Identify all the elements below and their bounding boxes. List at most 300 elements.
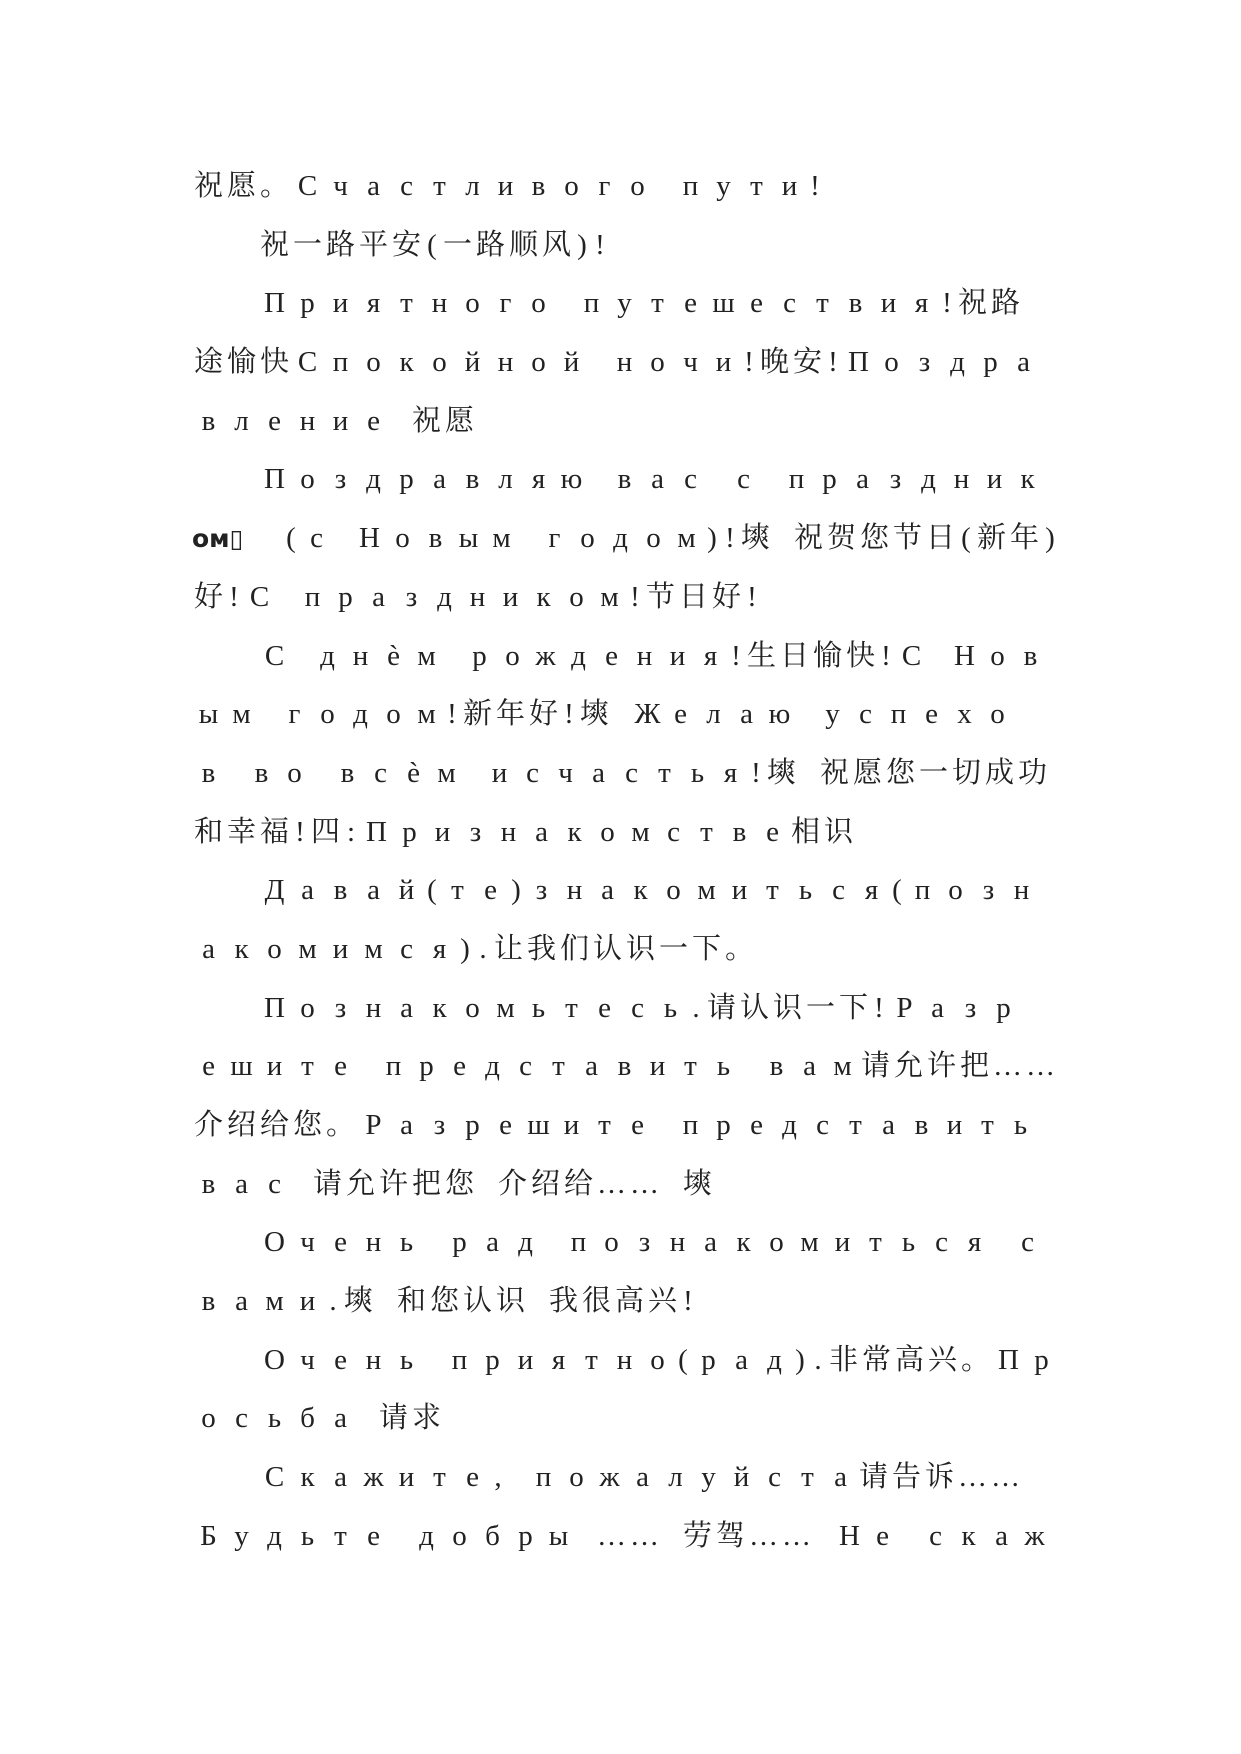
glyph-cell: ь <box>399 1226 414 1259</box>
glyph-cell: о <box>948 874 963 907</box>
glyph-cell: а <box>400 991 413 1024</box>
glyph-cell: 求 <box>411 1402 441 1435</box>
glyph-cell: 福 <box>259 815 289 848</box>
glyph-cell: 常 <box>861 1343 891 1376</box>
glyph-cell: п <box>682 1109 699 1141</box>
text-line <box>192 333 1092 392</box>
paragraph <box>192 627 1092 862</box>
glyph-cell: о <box>630 170 645 202</box>
glyph-cell: т <box>816 287 829 320</box>
glyph-cell: и <box>669 639 686 672</box>
glyph-cell: с <box>631 991 644 1024</box>
glyph-cell: п <box>332 346 349 379</box>
glyph-cell: м <box>697 874 716 907</box>
glyph-cell: 高 <box>894 1343 924 1376</box>
glyph-cell: к <box>300 1461 315 1494</box>
text-line <box>192 1507 1092 1566</box>
glyph-cell: я <box>967 1226 982 1259</box>
glyph-cell: д <box>613 522 628 555</box>
glyph-cell: 和 <box>193 815 223 848</box>
glyph-cell: 好 <box>528 698 558 731</box>
glyph-cell: м <box>298 932 317 965</box>
glyph-cell: н <box>431 287 448 320</box>
glyph-cell: 允 <box>345 1167 375 1200</box>
glyph-cell: т <box>658 756 671 789</box>
glyph-cell: о <box>201 1402 216 1435</box>
glyph-cell: р <box>402 815 417 848</box>
glyph-cell: 年 <box>495 698 525 731</box>
glyph-cell: е <box>484 874 497 907</box>
glyph-cell: а <box>601 874 614 907</box>
glyph-cell: р <box>983 346 998 379</box>
glyph-cell: л <box>706 698 721 731</box>
glyph-cell: п <box>304 580 321 613</box>
glyph-cell: с <box>737 463 750 496</box>
glyph-cell: с <box>935 1226 948 1259</box>
glyph-cell: О <box>264 1226 285 1259</box>
glyph-cell: м <box>437 756 456 789</box>
glyph-cell: ш <box>712 287 735 320</box>
glyph-cell: о <box>452 1519 467 1552</box>
glyph-cell: в <box>769 1050 784 1083</box>
glyph-cell: 快 <box>259 346 289 379</box>
glyph-cell: и <box>299 1285 316 1318</box>
glyph-cell: о <box>580 522 595 555</box>
glyph-cell: я <box>864 874 879 907</box>
glyph-cell: а <box>334 1461 347 1494</box>
glyph-cell: м <box>265 1285 284 1318</box>
glyph-cell: е <box>367 404 380 437</box>
glyph-cell: а <box>535 815 548 848</box>
text-line <box>192 627 1092 686</box>
glyph-cell: з <box>982 874 995 907</box>
glyph-cell: 愉 <box>812 639 842 672</box>
text-line <box>192 1037 1092 1096</box>
glyph-cell: о <box>650 346 665 379</box>
glyph-cell: а <box>636 1461 649 1494</box>
glyph-cell: 您 <box>859 522 889 555</box>
glyph-cell: и <box>398 1461 415 1494</box>
glyph-cell: 风 <box>541 228 571 261</box>
glyph-cell: 许 <box>926 1050 956 1083</box>
glyph-cell: с <box>832 874 845 907</box>
glyph-cell: 请 <box>378 1402 408 1435</box>
glyph-cell: й <box>733 1461 750 1494</box>
paragraph <box>192 450 1092 626</box>
glyph-cell: 新 <box>462 698 492 731</box>
glyph-cell: 兴 <box>927 1343 957 1376</box>
glyph-cell: ь <box>1013 1109 1028 1141</box>
glyph-cell: о <box>569 580 584 613</box>
glyph-cell: с <box>235 1402 248 1435</box>
text-line <box>192 450 1092 509</box>
glyph-cell: 一 <box>292 228 322 261</box>
glyph-cell: т <box>451 874 464 907</box>
text-line <box>192 274 1092 333</box>
glyph-cell: 绍 <box>530 1167 560 1200</box>
glyph-cell: ж <box>599 1461 620 1494</box>
glyph-cell: п <box>682 170 699 202</box>
glyph-cell: н <box>469 580 486 613</box>
glyph-cell: о <box>320 698 335 731</box>
glyph-cell: ч <box>333 170 348 202</box>
glyph-cell: р <box>452 1226 467 1259</box>
glyph-cell: т <box>700 815 713 848</box>
glyph-cell: 功 <box>1017 756 1047 789</box>
glyph-cell: 很 <box>581 1285 611 1318</box>
glyph-cell: 愉 <box>226 346 256 379</box>
glyph-cell: з <box>334 463 347 496</box>
text-line <box>192 509 1092 568</box>
glyph-cell: с <box>400 932 413 965</box>
glyph-cell: ч <box>683 346 698 379</box>
glyph-cell: н <box>953 463 970 496</box>
glyph-cell: ! <box>881 639 891 672</box>
glyph-cell: н <box>616 1343 633 1376</box>
glyph-cell: е <box>631 1109 644 1141</box>
glyph-cell: ь <box>531 991 546 1024</box>
glyph-cell: с <box>667 815 680 848</box>
glyph-cell: я <box>551 1343 566 1376</box>
glyph-cell: п <box>385 1050 402 1083</box>
glyph-cell: 您 <box>292 1109 322 1141</box>
glyph-cell: я <box>366 287 381 320</box>
glyph-cell: д <box>267 1519 282 1552</box>
glyph-cell: р <box>419 1050 434 1083</box>
glyph-cell: 年 <box>1009 522 1039 555</box>
glyph-cell: о <box>300 463 315 496</box>
glyph-cell: О <box>264 1343 285 1376</box>
glyph-cell: я <box>723 756 738 789</box>
glyph-cell: о <box>564 170 579 202</box>
glyph-cell: о <box>569 1461 584 1494</box>
glyph-cell: … <box>782 1519 811 1552</box>
glyph-cell: я <box>432 932 447 965</box>
glyph-cell: о <box>300 991 315 1024</box>
glyph-cell: 塽 <box>766 756 796 789</box>
glyph-cell: т <box>433 1461 446 1494</box>
glyph-cell: 一 <box>658 932 688 965</box>
glyph-cell: 您 <box>444 1167 474 1200</box>
glyph-cell: 劳 <box>682 1519 712 1552</box>
glyph-cell: д <box>571 639 586 672</box>
glyph-cell: ! <box>564 698 574 731</box>
glyph-cell: н <box>1013 874 1030 907</box>
glyph-cell: Б <box>200 1519 217 1552</box>
glyph-cell: а <box>882 1109 895 1141</box>
glyph-cell: 请 <box>312 1167 342 1200</box>
glyph-cell: … <box>958 1461 987 1494</box>
glyph-cell: 新 <box>976 522 1006 555</box>
glyph-cell: т <box>981 1109 994 1141</box>
glyph-cell: а <box>651 463 664 496</box>
glyph-cell: 好 <box>711 580 741 613</box>
glyph-cell: ! <box>630 580 640 613</box>
glyph-cell: м <box>232 698 251 731</box>
glyph-cell: д <box>518 1226 533 1259</box>
glyph-cell: е <box>876 1519 889 1552</box>
glyph-cell: м <box>631 815 650 848</box>
glyph-cell: 我 <box>526 932 556 965</box>
glyph-cell: с <box>783 287 796 320</box>
glyph-cell: … <box>630 1519 659 1552</box>
glyph-cell: о <box>650 1343 665 1376</box>
glyph-cell: т <box>565 991 578 1024</box>
glyph-cell: ) <box>707 522 717 555</box>
glyph-cell: о <box>465 287 480 320</box>
glyph-cell: ! <box>295 815 305 848</box>
glyph-cell: л <box>498 463 513 496</box>
glyph-cell: е <box>334 1050 347 1083</box>
glyph-cell: д <box>921 463 936 496</box>
text-line <box>192 1213 1092 1272</box>
glyph-cell: т <box>849 1109 862 1141</box>
glyph-cell: и <box>880 287 897 320</box>
glyph-cell: в <box>465 463 480 496</box>
glyph-cell: о <box>600 815 615 848</box>
text-line <box>192 861 1092 920</box>
glyph-cell: т <box>651 287 664 320</box>
glyph-cell: ш <box>230 1050 253 1083</box>
glyph-cell: ! <box>229 580 239 613</box>
glyph-cell: к <box>961 1519 976 1552</box>
glyph-cell: и <box>434 815 451 848</box>
glyph-cell: 塽 <box>579 698 609 731</box>
paragraph <box>192 216 1092 275</box>
glyph-cell: р <box>338 580 353 613</box>
glyph-cell: 识 <box>772 991 802 1024</box>
glyph-cell: в <box>201 1285 216 1318</box>
glyph-cell: 祝 <box>193 170 223 202</box>
glyph-cell: а <box>1017 346 1030 379</box>
glyph-cell: и <box>649 1050 666 1083</box>
glyph-cell: и <box>731 874 748 907</box>
glyph-cell: и <box>563 1109 580 1141</box>
glyph-cell: 。 <box>259 170 289 202</box>
glyph-cell: н <box>299 404 316 437</box>
glyph-cell: 介 <box>497 1167 527 1200</box>
glyph-cell: я <box>914 287 929 320</box>
glyph-cell: 祝 <box>957 287 987 320</box>
glyph-cell: ю <box>768 698 791 731</box>
glyph-cell: р <box>518 1519 533 1552</box>
glyph-cell: е <box>466 1461 479 1494</box>
glyph-cell: ш <box>527 1109 550 1141</box>
glyph-cell: т <box>585 1343 598 1376</box>
glyph-cell: в <box>617 463 632 496</box>
glyph-cell: 塽 <box>343 1285 373 1318</box>
glyph-cell: 日 <box>779 639 809 672</box>
glyph-cell: е <box>684 287 697 320</box>
glyph-cell: е <box>499 1109 512 1141</box>
glyph-cell: е <box>334 1343 347 1376</box>
paragraph <box>192 861 1092 978</box>
glyph-cell: а <box>202 932 215 965</box>
glyph-cell: е <box>202 1050 215 1083</box>
glyph-cell: и <box>715 346 732 379</box>
glyph-cell: 一 <box>442 228 472 261</box>
glyph-cell: 快 <box>845 639 875 672</box>
glyph-cell: е <box>750 287 763 320</box>
glyph-cell: ж <box>1024 1519 1045 1552</box>
glyph-cell: в <box>617 1050 632 1083</box>
glyph-cell: с <box>684 463 697 496</box>
glyph-cell: с <box>519 1050 532 1083</box>
glyph-cell: с <box>1021 1226 1034 1259</box>
glyph-cell: 驾 <box>715 1519 745 1552</box>
glyph-cell: о <box>395 522 410 555</box>
glyph-cell: 和 <box>396 1285 426 1318</box>
glyph-cell: 安 <box>391 228 421 261</box>
glyph-cell: ч <box>300 1226 315 1259</box>
glyph-cell: е <box>750 1109 763 1141</box>
glyph-cell: д <box>353 698 368 731</box>
text-line <box>192 685 1092 744</box>
glyph-cell: в <box>732 815 747 848</box>
text-line <box>192 568 1092 627</box>
glyph-cell: д <box>485 1050 500 1083</box>
glyph-cell: о <box>884 346 899 379</box>
glyph-cell: о <box>432 346 447 379</box>
text-line <box>192 1272 1092 1331</box>
glyph-cell: д <box>782 1109 797 1141</box>
glyph-cell: в <box>201 1167 216 1200</box>
glyph-cell: п <box>914 874 931 907</box>
glyph-cell: 日 <box>678 580 708 613</box>
glyph-cell: Д <box>264 874 285 907</box>
glyph-cell: 认 <box>462 1285 492 1318</box>
glyph-cell: П <box>264 287 285 320</box>
glyph-cell: 祝 <box>819 756 849 789</box>
glyph-cell: е <box>925 698 938 731</box>
glyph-cell: … <box>630 1167 659 1200</box>
glyph-cell: 切 <box>951 756 981 789</box>
glyph-cell: 识 <box>495 1285 525 1318</box>
glyph-cell: 愿 <box>444 404 474 437</box>
glyph-cell: 绍 <box>226 1109 256 1141</box>
glyph-cell: е <box>674 698 687 731</box>
glyph-cell: П <box>998 1343 1019 1376</box>
glyph-cell: ь <box>267 1402 282 1435</box>
glyph-cell: ю <box>560 463 583 496</box>
glyph-cell: … <box>993 1050 1022 1083</box>
glyph-cell: о <box>604 1226 619 1259</box>
glyph-cell: д <box>437 580 452 613</box>
glyph-cell: 诉 <box>924 1461 954 1494</box>
glyph-cell: ! <box>744 346 754 379</box>
glyph-cell: 日 <box>925 522 955 555</box>
glyph-cell: о <box>646 522 661 555</box>
glyph-cell: 愿 <box>852 756 882 789</box>
glyph-cell: е <box>766 815 779 848</box>
glyph-cell: в <box>914 1109 929 1141</box>
glyph-cell: 节 <box>892 522 922 555</box>
glyph-cell: ь <box>399 1343 414 1376</box>
glyph-cell: о <box>465 991 480 1024</box>
glyph-cell: а <box>735 1343 748 1376</box>
glyph-cell: в <box>254 756 269 789</box>
glyph-cell: н <box>352 639 369 672</box>
glyph-cell: т <box>766 874 779 907</box>
glyph-cell: 一 <box>805 991 835 1024</box>
glyph-cell: С <box>264 1461 285 1494</box>
glyph-cell: а <box>400 1109 413 1141</box>
glyph-cell: 成 <box>984 756 1014 789</box>
glyph-cell: в <box>848 287 863 320</box>
glyph-cell: 贺 <box>826 522 856 555</box>
glyph-cell: а <box>235 1167 248 1200</box>
glyph-cell: в <box>1023 639 1038 672</box>
glyph-cell: т <box>552 1050 565 1083</box>
glyph-cell: н <box>365 991 382 1024</box>
glyph-cell: а <box>740 698 753 731</box>
glyph-cell: а <box>931 991 944 1024</box>
glyph-cell: р <box>472 639 487 672</box>
glyph-cell: 路 <box>325 228 355 261</box>
glyph-cell: 愿 <box>226 170 256 202</box>
glyph-cell: . <box>692 991 700 1024</box>
paragraph <box>192 274 1092 450</box>
glyph-cell: к <box>633 874 648 907</box>
glyph-cell: ( <box>286 522 296 555</box>
glyph-cell: д <box>767 1343 782 1376</box>
glyph-cell: а <box>704 1226 717 1259</box>
glyph-cell: п <box>570 1226 587 1259</box>
glyph-cell: а <box>585 1050 598 1083</box>
text-line <box>192 392 1092 451</box>
glyph-cell: ы <box>198 698 219 731</box>
glyph-cell: о <box>990 639 1005 672</box>
glyph-cell: Р <box>365 1109 382 1141</box>
glyph-cell: П <box>848 346 869 379</box>
glyph-cell: ( <box>892 874 902 907</box>
glyph-cell: ! <box>751 756 761 789</box>
text-line <box>192 1096 1092 1155</box>
glyph-cell: с <box>374 756 387 789</box>
glyph-cell: р <box>1034 1343 1049 1376</box>
glyph-cell: ы <box>548 1519 569 1552</box>
glyph-cell: и <box>986 463 1003 496</box>
glyph-cell: й <box>398 874 415 907</box>
glyph-cell: к <box>567 815 582 848</box>
glyph-cell: 告 <box>891 1461 921 1494</box>
glyph-cell: и <box>834 1226 851 1259</box>
glyph-cell: п <box>535 1461 552 1494</box>
glyph-cell: р <box>701 1343 716 1376</box>
glyph-cell: з <box>334 991 347 1024</box>
glyph-cell: и <box>491 756 508 789</box>
glyph-cell: г <box>598 170 611 202</box>
glyph-cell: р <box>716 1109 731 1141</box>
glyph-cell: в <box>333 874 348 907</box>
glyph-cell: 祝 <box>793 522 823 555</box>
glyph-cell: и <box>332 287 349 320</box>
glyph-cell: г <box>499 287 512 320</box>
text-line <box>192 1155 1092 1214</box>
glyph-cell: ( <box>427 228 437 261</box>
glyph-cell: 。 <box>960 1343 990 1376</box>
glyph-cell: у <box>701 1461 716 1494</box>
glyph-cell: и <box>517 1343 534 1376</box>
glyph-cell: р <box>300 287 315 320</box>
glyph-cell: д <box>320 639 335 672</box>
glyph-cell: 一 <box>918 756 948 789</box>
glyph-cell: 相 <box>790 815 820 848</box>
glyph-cell: 生 <box>746 639 776 672</box>
glyph-cell: ) <box>511 874 521 907</box>
glyph-cell: ѐ <box>387 639 400 672</box>
glyph-cell: с <box>768 1461 781 1494</box>
